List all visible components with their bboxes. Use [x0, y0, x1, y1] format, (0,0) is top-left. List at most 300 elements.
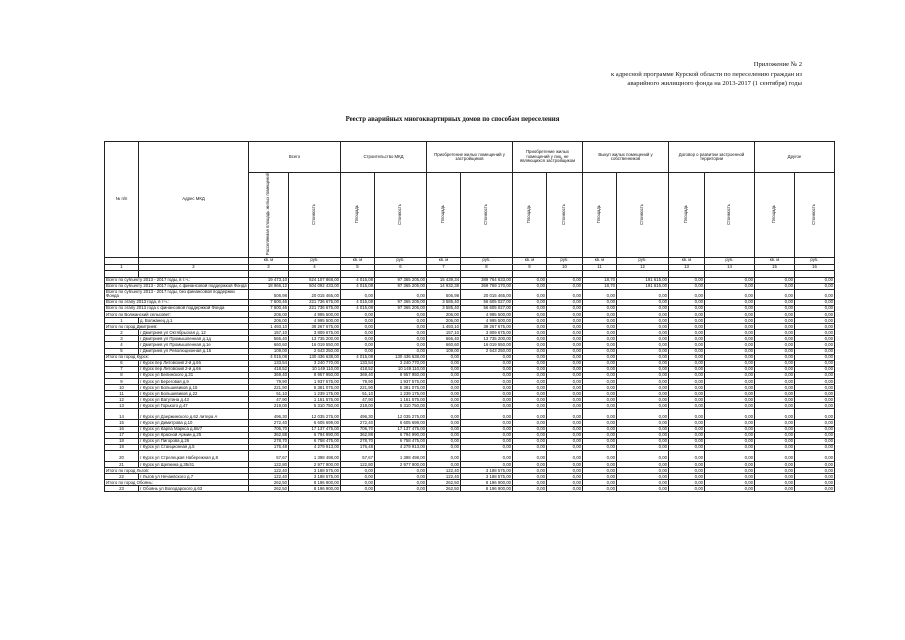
- value-cell: 0,00: [755, 438, 795, 444]
- subheader-cell: Стоимость: [705, 173, 755, 258]
- value-cell: 0,00: [669, 299, 705, 305]
- table-row: [105, 450, 835, 461]
- value-cell: 0,00: [669, 461, 705, 467]
- value-cell: 47,90: [341, 397, 375, 403]
- value-cell: 0,00: [547, 438, 583, 444]
- value-cell: 0,00: [755, 277, 795, 283]
- value-cell: 504 092 433,00: [289, 283, 341, 289]
- value-cell: 389 764 633,00: [461, 277, 513, 283]
- value-cell: 0,00: [547, 372, 583, 378]
- value-cell: 1 398 498,00: [289, 450, 341, 461]
- value-cell: 0,00: [547, 289, 583, 299]
- value-cell: 0,00: [547, 432, 583, 438]
- value-cell: 3 188 575,00: [289, 468, 341, 474]
- value-cell: 0,00: [705, 391, 755, 397]
- value-cell: 418,52: [341, 366, 375, 372]
- value-cell: 0,00: [705, 336, 755, 342]
- value-cell: 8 957 950,00: [375, 372, 427, 378]
- value-cell: 0,00: [617, 397, 669, 403]
- unit-cell: руб.: [289, 257, 341, 264]
- value-cell: 0,00: [755, 378, 795, 384]
- value-cell: 97 365 205,00: [375, 299, 427, 305]
- row-address: г Курск пер Литовский 2-й д.6б: [139, 360, 249, 366]
- value-cell: 0,00: [617, 461, 669, 467]
- value-cell: 0,00: [583, 461, 617, 467]
- row-label: Всего по субъекту 2013 - 2017 годы, с финансовой поддержкой Фонда: [106, 283, 247, 289]
- value-cell: 6 758 475,00: [289, 438, 341, 444]
- row-address: г Курск ул Стрелецкая Набережная д.8: [139, 450, 249, 461]
- value-cell: 3 809 675,00: [289, 330, 341, 336]
- value-cell: 0,00: [461, 420, 513, 426]
- value-cell: 0,00: [669, 372, 705, 378]
- value-cell: 0,00: [513, 438, 547, 444]
- row-label: Итого по город Обоянь:: [105, 480, 249, 486]
- value-cell: 0,00: [795, 324, 835, 330]
- value-cell: 0,00: [795, 305, 835, 311]
- value-cell: 0,00: [669, 409, 705, 420]
- value-cell: 0,00: [617, 378, 669, 384]
- value-cell: 0,00: [755, 403, 795, 409]
- column-number-cell: 14: [705, 264, 755, 270]
- value-cell: 122,80: [341, 461, 375, 467]
- column-number-cell: 1: [105, 264, 139, 270]
- value-cell: 0,00: [795, 299, 835, 305]
- row-number: 5: [105, 348, 139, 354]
- value-cell: 0,00: [617, 354, 669, 360]
- value-cell: 0,00: [669, 324, 705, 330]
- value-cell: 0,00: [669, 378, 705, 384]
- value-cell: 0,00: [583, 330, 617, 336]
- value-cell: 262,50: [427, 486, 461, 492]
- value-cell: 0,00: [705, 486, 755, 492]
- header-group: Приобретение жилых помещений у застройщиков: [427, 142, 513, 173]
- value-cell: 0,00: [795, 468, 835, 474]
- value-cell: 0,00: [375, 486, 427, 492]
- value-cell: 0,00: [547, 385, 583, 391]
- value-cell: 0,00: [513, 283, 547, 289]
- value-cell: 221,90: [341, 385, 375, 391]
- value-cell: 0,00: [513, 486, 547, 492]
- value-cell: 0,00: [669, 438, 705, 444]
- value-cell: 1 398 498,00: [375, 450, 427, 461]
- subheader-cell: Стоимость: [795, 173, 835, 258]
- value-cell: 496,30: [341, 409, 375, 420]
- row-address: г Курск ул Дзержинского д.62 литера А: [139, 409, 249, 420]
- value-cell: 0,00: [705, 432, 755, 438]
- value-cell: 418,52: [249, 366, 289, 372]
- value-cell: 0,00: [513, 385, 547, 391]
- value-cell: 0,00: [669, 385, 705, 391]
- value-cell: 0,00: [755, 420, 795, 426]
- value-cell: 56 605 027,00: [461, 305, 513, 311]
- value-cell: 0,00: [795, 348, 835, 354]
- value-cell: 0,00: [705, 318, 755, 324]
- value-cell: 0,00: [617, 480, 669, 486]
- value-cell: 706,70: [249, 426, 289, 432]
- value-cell: 6 794 990,00: [375, 432, 427, 438]
- value-cell: 496,30: [249, 409, 289, 420]
- row-address: г Курск ул Димитрова д.10: [139, 420, 249, 426]
- value-cell: 0,00: [795, 354, 835, 360]
- value-cell: 0,00: [513, 354, 547, 360]
- value-cell: 0,00: [513, 305, 547, 311]
- value-cell: 0,00: [795, 450, 835, 461]
- value-cell: 0,00: [755, 318, 795, 324]
- value-cell: 56 605 027,00: [461, 299, 513, 305]
- row-number: 2: [105, 330, 139, 336]
- value-cell: 6 758 475,00: [375, 438, 427, 444]
- row-number: 9: [105, 378, 139, 384]
- value-cell: 0,00: [547, 426, 583, 432]
- value-cell: 0,00: [705, 277, 755, 283]
- row-address: г Курск ул Карла Маркса д.66/7: [139, 426, 249, 432]
- value-cell: 0,00: [795, 474, 835, 480]
- value-cell: 0,00: [547, 360, 583, 366]
- value-cell: 1 239 175,00: [375, 391, 427, 397]
- value-cell: 13 735 200,00: [461, 336, 513, 342]
- value-cell: 0,00: [583, 311, 617, 317]
- value-cell: 0,00: [705, 330, 755, 336]
- registry-table: [104, 141, 835, 492]
- value-cell: 0,00: [669, 330, 705, 336]
- subheader-cell: Площадь: [513, 173, 547, 258]
- value-cell: 0,00: [513, 426, 547, 432]
- value-cell: 0,00: [513, 348, 547, 354]
- row-number: 12: [105, 397, 139, 403]
- value-cell: 0,00: [755, 354, 795, 360]
- value-cell: 4 995 500,00: [461, 318, 513, 324]
- value-cell: 0,00: [547, 444, 583, 450]
- value-cell: 122,40: [249, 474, 289, 480]
- value-cell: 2 643 250,00: [289, 348, 341, 354]
- value-cell: 0,00: [755, 461, 795, 467]
- value-cell: 0,00: [547, 318, 583, 324]
- value-cell: 0,00: [617, 474, 669, 480]
- value-cell: 0,00: [583, 420, 617, 426]
- value-cell: 0,00: [669, 480, 705, 486]
- value-cell: 0,00: [705, 324, 755, 330]
- value-cell: 133,54: [249, 360, 289, 366]
- value-cell: 0,00: [583, 432, 617, 438]
- value-cell: 0,00: [513, 403, 547, 409]
- row-number: 17: [105, 432, 139, 438]
- value-cell: 18,70: [583, 277, 617, 283]
- subheader-cell: Стоимость: [617, 173, 669, 258]
- appendix-line: аварийного жилищного фонда на 2013-2017 (1 сентября) годы: [627, 80, 802, 87]
- value-cell: 0,00: [795, 342, 835, 348]
- value-cell: 8 957 950,00: [289, 372, 341, 378]
- value-cell: 0,00: [547, 277, 583, 283]
- value-cell: 0,00: [755, 409, 795, 420]
- value-cell: 0,00: [669, 336, 705, 342]
- value-cell: 157,10: [249, 330, 289, 336]
- value-cell: 0,00: [461, 450, 513, 461]
- value-cell: 176,48: [249, 444, 289, 450]
- value-cell: 0,00: [341, 289, 375, 299]
- value-cell: 0,00: [705, 360, 755, 366]
- value-cell: 0,00: [795, 277, 835, 283]
- column-number-cell: 15: [755, 264, 795, 270]
- column-number-cell: 12: [617, 264, 669, 270]
- value-cell: 0,00: [547, 283, 583, 289]
- value-cell: 0,00: [341, 342, 375, 348]
- table-body: [105, 277, 835, 492]
- value-cell: 18 966,12: [249, 283, 289, 289]
- value-cell: 0,00: [513, 318, 547, 324]
- column-number-cell: 6: [375, 264, 427, 270]
- row-address: г Курск ул Большевиков д.15: [139, 385, 249, 391]
- value-cell: 0,00: [705, 283, 755, 289]
- value-cell: 262,50: [249, 486, 289, 492]
- value-cell: 0,00: [617, 342, 669, 348]
- value-cell: 0,00: [547, 420, 583, 426]
- value-cell: 0,00: [795, 409, 835, 420]
- value-cell: 4 279 913,00: [375, 444, 427, 450]
- value-cell: 0,00: [427, 366, 461, 372]
- value-cell: 176,48: [341, 444, 375, 450]
- value-cell: 566,40: [249, 336, 289, 342]
- value-cell: 0,00: [795, 403, 835, 409]
- value-cell: 1 937 575,00: [375, 378, 427, 384]
- value-cell: 0,00: [705, 366, 755, 372]
- column-number-cell: 3: [249, 264, 289, 270]
- value-cell: 0,00: [547, 391, 583, 397]
- value-cell: 0,00: [461, 385, 513, 391]
- value-cell: 506,98: [427, 289, 461, 299]
- value-cell: 0,00: [755, 372, 795, 378]
- value-cell: 0,00: [755, 330, 795, 336]
- unit-cell: кв. м: [669, 257, 705, 264]
- value-cell: 369 769 170,00: [461, 283, 513, 289]
- value-cell: 0,00: [669, 360, 705, 366]
- unit-cell: кв. м: [341, 257, 375, 264]
- value-cell: 1 937 575,00: [289, 378, 341, 384]
- value-cell: 0,00: [547, 342, 583, 348]
- value-cell: 0,00: [375, 468, 427, 474]
- value-cell: 122,40: [249, 468, 289, 474]
- value-cell: 0,00: [341, 480, 375, 486]
- value-cell: 0,00: [705, 409, 755, 420]
- row-address: г Дмитриев ул Октябрьская д. 12: [139, 330, 249, 336]
- row-number: 16: [105, 426, 139, 432]
- value-cell: 0,00: [755, 311, 795, 317]
- value-cell: 0,00: [795, 438, 835, 444]
- value-cell: 0,00: [705, 468, 755, 474]
- value-cell: 0,00: [617, 324, 669, 330]
- value-cell: 0,00: [513, 311, 547, 317]
- unit-cell: руб.: [461, 257, 513, 264]
- value-cell: 0,00: [617, 336, 669, 342]
- value-cell: 0,00: [427, 372, 461, 378]
- value-cell: 0,00: [755, 299, 795, 305]
- value-cell: 0,00: [513, 480, 547, 486]
- value-cell: 0,00: [547, 305, 583, 311]
- value-cell: 0,00: [617, 305, 669, 311]
- value-cell: 0,00: [583, 391, 617, 397]
- value-cell: 0,00: [547, 409, 583, 420]
- value-cell: 4 015,08: [341, 305, 375, 311]
- value-cell: 191 615,00: [617, 283, 669, 289]
- value-cell: 0,00: [427, 360, 461, 366]
- value-cell: 0,00: [513, 342, 547, 348]
- value-cell: 0,00: [755, 468, 795, 474]
- value-cell: 660,60: [249, 342, 289, 348]
- value-cell: 0,00: [669, 468, 705, 474]
- value-cell: 0,00: [375, 324, 427, 330]
- value-cell: 0,00: [547, 366, 583, 372]
- value-cell: 0,00: [513, 420, 547, 426]
- value-cell: 0,00: [795, 289, 835, 299]
- value-cell: 0,00: [705, 289, 755, 299]
- value-cell: 0,00: [547, 336, 583, 342]
- value-cell: 0,00: [705, 342, 755, 348]
- value-cell: 97 365 205,00: [375, 277, 427, 283]
- value-cell: 0,00: [341, 324, 375, 330]
- header-group: Всего: [249, 142, 341, 173]
- unit-cell: кв. м: [755, 257, 795, 264]
- value-cell: 0,00: [547, 348, 583, 354]
- value-cell: 0,00: [669, 474, 705, 480]
- value-cell: 0,00: [583, 480, 617, 486]
- value-cell: 0,00: [461, 426, 513, 432]
- row-number: 4: [105, 342, 139, 348]
- value-cell: 0,00: [755, 426, 795, 432]
- value-cell: 0,00: [755, 391, 795, 397]
- value-cell: 0,00: [583, 450, 617, 461]
- header-group: Другое: [755, 142, 835, 173]
- value-cell: 0,00: [617, 486, 669, 492]
- value-cell: 221,90: [249, 385, 289, 391]
- row-number: 15: [105, 420, 139, 426]
- value-cell: 0,00: [547, 330, 583, 336]
- column-number-cell: 10: [547, 264, 583, 270]
- value-cell: 0,00: [583, 409, 617, 420]
- value-cell: 0,00: [583, 468, 617, 474]
- column-number-cell: 5: [341, 264, 375, 270]
- value-cell: 0,00: [795, 420, 835, 426]
- row-number: 8: [105, 372, 139, 378]
- row-label: Всего по этапу 2013 года с финансовой поддержкой Фонда: [105, 305, 249, 311]
- unit-cell: руб.: [795, 257, 835, 264]
- value-cell: 0,00: [755, 432, 795, 438]
- value-cell: 0,00: [669, 318, 705, 324]
- value-cell: 0,00: [547, 311, 583, 317]
- value-cell: 0,00: [341, 318, 375, 324]
- value-cell: 0,00: [583, 385, 617, 391]
- value-cell: 3 240 770,00: [375, 360, 427, 366]
- value-cell: 13 735 200,00: [289, 336, 341, 342]
- value-cell: 0,00: [461, 397, 513, 403]
- value-cell: 219,00: [249, 403, 289, 409]
- value-cell: 0,00: [705, 299, 755, 305]
- value-cell: 0,00: [427, 432, 461, 438]
- header-num: № п/п: [105, 142, 139, 258]
- value-cell: 0,00: [375, 474, 427, 480]
- value-cell: 0,00: [427, 461, 461, 467]
- value-cell: 3 585,40: [427, 299, 461, 305]
- table-header: [105, 142, 835, 278]
- value-cell: 0,00: [427, 397, 461, 403]
- header-group: Строительство МКД: [341, 142, 427, 173]
- value-cell: 206,00: [427, 318, 461, 324]
- subheader-cell: Площадь: [427, 173, 461, 258]
- value-cell: 0,00: [755, 486, 795, 492]
- value-cell: 0,00: [375, 311, 427, 317]
- value-cell: 0,00: [669, 342, 705, 348]
- value-cell: 0,00: [513, 409, 547, 420]
- value-cell: 0,00: [547, 480, 583, 486]
- value-cell: 0,00: [583, 299, 617, 305]
- value-cell: 0,00: [583, 289, 617, 299]
- value-cell: 0,00: [547, 354, 583, 360]
- value-cell: 0,00: [705, 450, 755, 461]
- value-cell: 0,00: [795, 444, 835, 450]
- value-cell: 206,00: [427, 311, 461, 317]
- value-cell: 0,00: [341, 330, 375, 336]
- unit-cell: руб.: [547, 257, 583, 264]
- value-cell: 0,00: [617, 444, 669, 450]
- unit-cell: кв. м: [513, 257, 547, 264]
- value-cell: 0,00: [547, 450, 583, 461]
- value-cell: 660,60: [427, 342, 461, 348]
- column-number-cell: 13: [669, 264, 705, 270]
- value-cell: 51,10: [341, 391, 375, 397]
- row-address: г Дмитриев ул Промышленная д.1д: [139, 336, 249, 342]
- value-cell: 18,70: [583, 283, 617, 289]
- row-address: г Курск ул Пигорова д.26: [139, 438, 249, 444]
- value-cell: 0,00: [513, 461, 547, 467]
- value-cell: 0,00: [617, 420, 669, 426]
- value-cell: 0,00: [755, 450, 795, 461]
- value-cell: 2 643 250,00: [461, 348, 513, 354]
- value-cell: 0,00: [341, 311, 375, 317]
- value-cell: 0,00: [669, 426, 705, 432]
- appendix-note: [520, 60, 802, 89]
- value-cell: 0,00: [755, 348, 795, 354]
- value-cell: 3 188 575,00: [289, 474, 341, 480]
- row-number: 10: [105, 385, 139, 391]
- row-number: 14: [105, 409, 139, 420]
- value-cell: 0,00: [755, 366, 795, 372]
- value-cell: 47,90: [249, 397, 289, 403]
- value-cell: 0,00: [547, 378, 583, 384]
- value-cell: 4 015,08: [341, 277, 375, 283]
- value-cell: 133,54: [341, 360, 375, 366]
- value-cell: 79,90: [249, 378, 289, 384]
- subheader-cell: Стоимость: [375, 173, 427, 258]
- value-cell: 0,00: [461, 409, 513, 420]
- value-cell: 0,00: [513, 289, 547, 299]
- subheader-cell: Стоимость: [289, 173, 341, 258]
- value-cell: 0,00: [669, 391, 705, 397]
- value-cell: 0,00: [755, 289, 795, 299]
- value-cell: 0,00: [669, 348, 705, 354]
- subheader-cell: Площадь: [341, 173, 375, 258]
- value-cell: 0,00: [755, 324, 795, 330]
- value-cell: 221 736 675,00: [289, 299, 341, 305]
- value-cell: 362,88: [249, 432, 289, 438]
- value-cell: 8 196 900,00: [289, 480, 341, 486]
- value-cell: 109,00: [427, 348, 461, 354]
- value-cell: 0,00: [513, 366, 547, 372]
- value-cell: 20 015 465,00: [289, 289, 341, 299]
- value-cell: 369,40: [341, 372, 375, 378]
- value-cell: 0,00: [583, 486, 617, 492]
- value-cell: 0,00: [427, 385, 461, 391]
- value-cell: 0,00: [617, 366, 669, 372]
- row-number: 21: [105, 461, 139, 467]
- value-cell: 6 794 990,00: [289, 432, 341, 438]
